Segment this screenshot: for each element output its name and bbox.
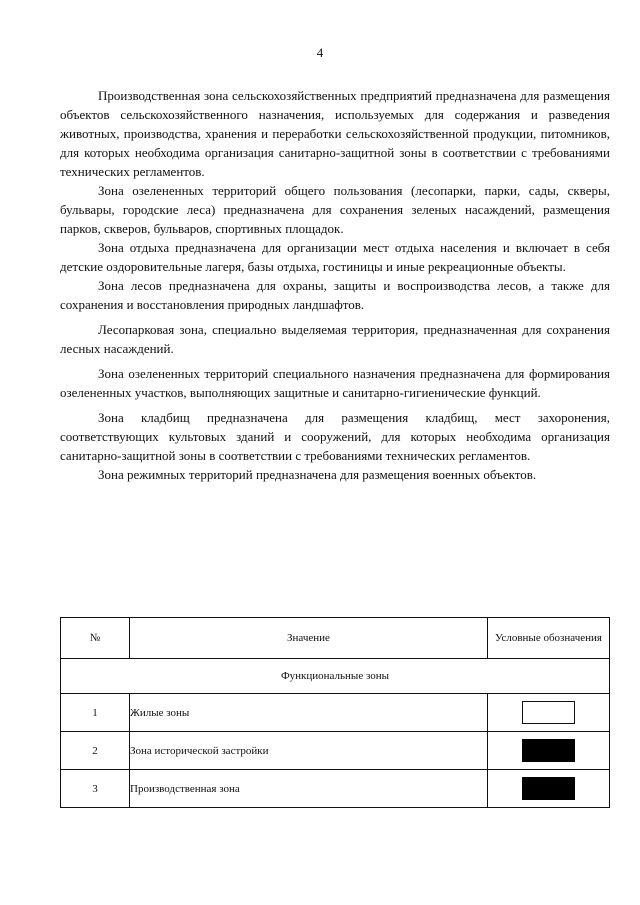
section-functional-zones: Функциональные зоны: [61, 659, 610, 694]
paragraph-restricted-zone: Зона режимных территорий предназначена для размещения военных объектов.: [98, 467, 537, 482]
row-number: 3: [61, 770, 130, 808]
row-symbol: [488, 770, 610, 808]
paragraph-agricultural-zone: Производственная зона сельскохозяйственных предприятий предназначена для размещения объектов сельскохозяйственного назначения, используемых для содержания и разведения животных, производства, хранения и переработки сельскохозяйственной продукции, питомников, для которых необходима организация санитарно-защитной зоны в соответствии с требованиями технических регламентов.: [60, 88, 610, 179]
table-row: [61, 694, 610, 732]
legend-table: [60, 617, 610, 808]
row-value: Производственная зона: [130, 770, 488, 808]
row-symbol: [488, 694, 610, 732]
table-section-row: [61, 659, 610, 694]
legend-swatch-filled: [522, 739, 575, 762]
page-number: 4: [316, 45, 324, 60]
body-text: [60, 86, 610, 484]
paragraph-cemetery-zone: Зона кладбищ предназначена для размещения кладбищ, мест захоронения, соответствующих культовых зданий и сооружений, для которых необходима организация санитарно-защитной зоны в соответствии с требованиями технических регламентов.: [60, 410, 610, 463]
header-value: Значение: [130, 618, 488, 659]
table-row: [61, 770, 610, 808]
legend-swatch-outline: [522, 701, 575, 724]
row-symbol: [488, 732, 610, 770]
paragraph-public-green-zone: Зона озелененных территорий общего пользования (лесопарки, парки, сады, скверы, бульвары, городские леса) предназначена для сохранения зеленых насаждений, размещения парков, скверов, бульваров, спортивных площадок.: [60, 183, 610, 236]
row-value: Жилые зоны: [130, 694, 488, 732]
paragraph-special-green-zone: Зона озелененных территорий специального назначения предназначена для формирования озелененных участков, выполняющих защитные и санитарно-гигиенические функций.: [60, 366, 610, 400]
header-number: №: [61, 618, 130, 659]
row-number: 2: [61, 732, 130, 770]
header-symbol: Условные обозначения: [488, 618, 610, 659]
row-value: Зона исторической застройки: [130, 732, 488, 770]
paragraph-forest-zone: Зона лесов предназначена для охраны, защиты и воспроизводства лесов, а также для сохранения и восстановления природных ландшафтов.: [60, 278, 610, 312]
paragraph-recreation-zone: Зона отдыха предназначена для организации мест отдыха населения и включает в себя детские оздоровительные лагеря, базы отдыха, гостиницы и иные рекреационные объекты.: [60, 240, 610, 274]
legend-swatch-filled: [522, 777, 575, 800]
row-number: 1: [61, 694, 130, 732]
paragraph-forest-park-zone: Лесопарковая зона, специально выделяемая территория, предназначенная для сохранения лесных насаждений.: [60, 322, 610, 356]
table-header-row: [61, 618, 610, 659]
table-row: [61, 732, 610, 770]
